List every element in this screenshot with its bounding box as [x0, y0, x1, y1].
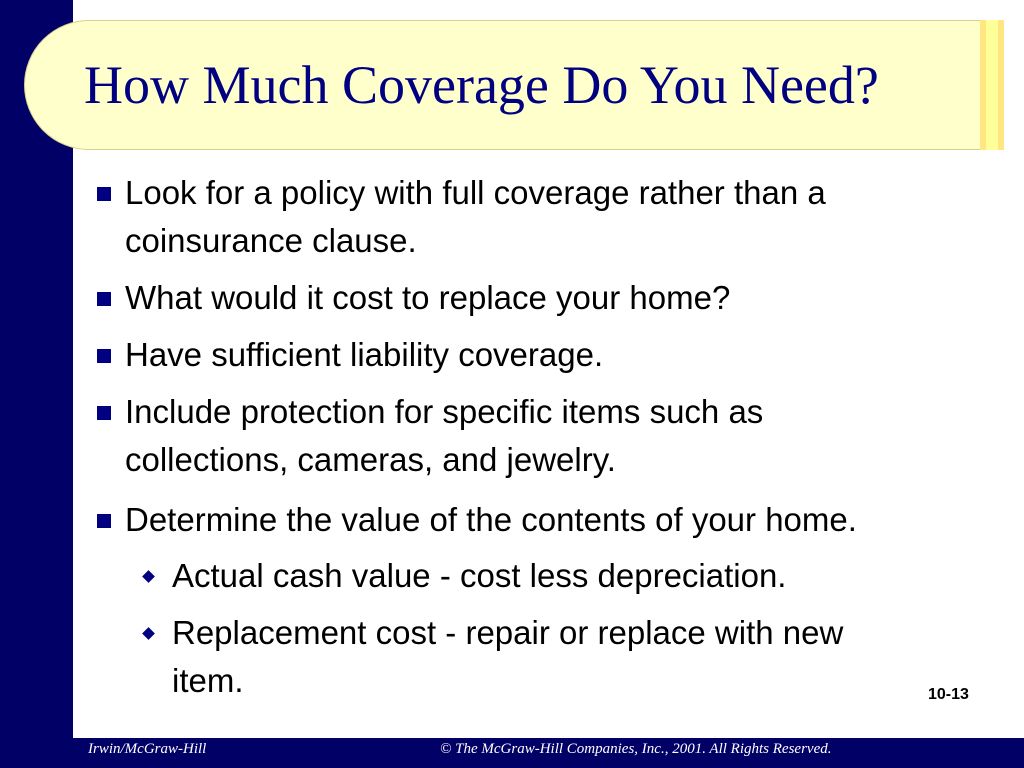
- square-bullet-icon: [97, 187, 111, 201]
- footer-copyright: © The McGraw-Hill Companies, Inc., 2001. All Rights Reserved.: [440, 741, 832, 757]
- bullet-text-line: Have sufficient liability coverage.: [125, 336, 604, 373]
- bullet-text-line: collections, cameras, and jewelry.: [125, 441, 616, 478]
- bullet-item: [97, 388, 1017, 484]
- sub-bullet-text-line: Replacement cost - repair or replace with new: [172, 614, 844, 651]
- square-bullet-icon: [97, 406, 111, 420]
- title-banner-stripe-highlight: [986, 20, 998, 150]
- footer-publisher: Irwin/McGraw-Hill: [88, 741, 207, 757]
- sub-bullet-text-line: item.: [172, 662, 244, 699]
- bullet-text-line: coinsurance clause.: [125, 222, 417, 259]
- bullet-text-line: Look for a policy with full coverage rather than a: [125, 174, 826, 211]
- diamond-bullet-icon: [142, 570, 155, 583]
- bullet-text-line: What would it cost to replace your home?: [125, 279, 731, 316]
- bullet-text-line: Include protection for specific items such as: [125, 393, 764, 430]
- slide-number: 10-13: [928, 686, 969, 703]
- sub-bullet-text-line: Actual cash value - cost less depreciation.: [172, 557, 787, 594]
- square-bullet-icon: [97, 292, 111, 306]
- bullet-item: [97, 331, 1017, 379]
- square-bullet-icon: [97, 349, 111, 363]
- slide-title: How Much Coverage Do You Need?: [84, 55, 879, 115]
- square-bullet-icon: [97, 514, 111, 528]
- bullet-text-line: Determine the value of the contents of your home.: [125, 501, 857, 538]
- diamond-bullet-icon: [142, 627, 155, 640]
- bullet-item: [97, 496, 1017, 544]
- bullet-item: [97, 169, 1017, 265]
- sub-bullet-item: [142, 609, 1002, 705]
- sub-bullet-item: [142, 552, 1002, 600]
- bullet-item: [97, 274, 1017, 322]
